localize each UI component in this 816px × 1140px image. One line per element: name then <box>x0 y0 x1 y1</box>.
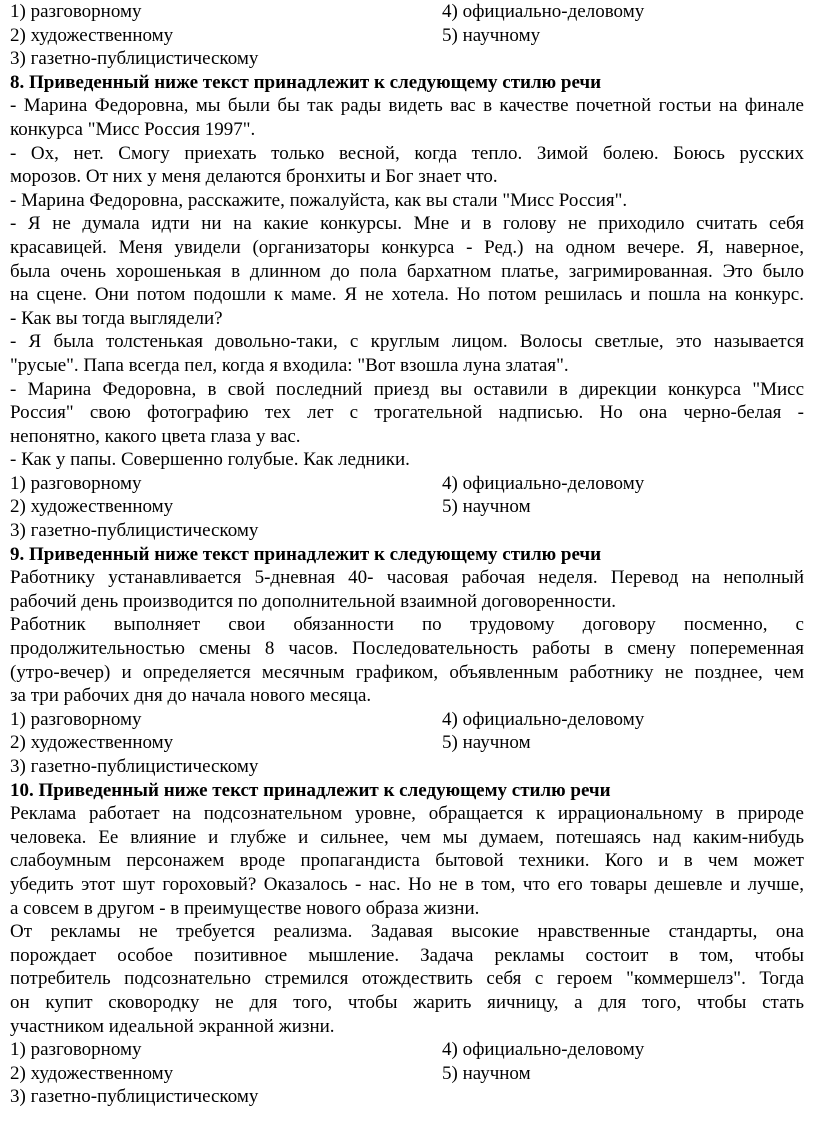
q7-option-4: 4) официально-деловому <box>442 1 645 22</box>
q9-options-row-3 <box>10 755 804 779</box>
q8-line: - Марина Федоровна, в свой последний приезд вы оставили в дирекции конкурса "Мисс <box>10 378 804 400</box>
q8-line: - Марина Федоровна, мы были бы так рады видеть вас в качестве почетной гостьи на финале <box>10 95 804 117</box>
q8-option-4: 4) официально-деловому <box>442 472 645 494</box>
q8-options-row-3 <box>10 519 804 543</box>
q9-title: 9. Приведенный ниже текст принадлежит к следующему стилю речи <box>10 543 602 565</box>
q7-option-2: 2) художественному <box>10 24 174 46</box>
q10-option-4: 4) официально-деловому <box>442 1039 645 1061</box>
q8-line: - Как у папы. Совершенно голубые. Как ледники. <box>10 449 410 471</box>
q8-line: была очень хорошенькая в длинном до пола бархатном платье, загримированная. Это было <box>10 260 804 282</box>
q7-option-3: 3) газетно-публицистическому <box>10 48 259 70</box>
q7-options-row-1 <box>10 0 804 24</box>
q10-line: От рекламы не требуется реализма. Задавая высокие нравственные стандарты, она <box>10 921 804 943</box>
q10-line: убедить этот шут гороховый? Оказалось - нас. Но не в том, что его товары дешевле и лучше, <box>10 873 804 895</box>
q8-line: морозов. От них у меня делаются бронхиты и Бог знает что. <box>10 166 498 188</box>
q8-line: - Ох, нет. Смогу приехать только весной, когда тепло. Зимой болею. Боюсь русских <box>10 142 804 164</box>
q10-line: порождает особое позитивное мышление. Задача рекламы состоит в том, чтобы <box>10 944 804 966</box>
q9-options-row-2 <box>10 731 804 755</box>
q10-line: а совсем в другом - в преимуществе нового образа жизни. <box>10 897 480 919</box>
q8-option-5: 5) научном <box>442 496 531 518</box>
q10-line: Реклама работает на подсознательном уровне, обращается к иррациональному в природе <box>10 803 804 825</box>
q8-title: 8. Приведенный ниже текст принадлежит к следующему стилю речи <box>10 71 602 93</box>
q9-option-4: 4) официально-деловому <box>442 708 645 730</box>
q8-line: Россия" свою фотографию тех лет с трогательной надписью. Но она черно-белая - <box>10 402 804 424</box>
q8-line: конкурса "Мисс Россия 1997". <box>10 118 256 140</box>
q10-title: 10. Приведенный ниже текст принадлежит к следующему стилю речи <box>10 779 611 801</box>
q8-option-1: 1) разговорному <box>10 472 142 494</box>
q8-option-3: 3) газетно-публицистическому <box>10 520 259 542</box>
q8-line: красавицей. Меня увидели (организаторы конкурса - Ред.) на одном вечере. Я, наверное, <box>10 236 804 258</box>
q7-options-row-3 <box>10 47 804 71</box>
q9-line: Работнику устанавливается 5-дневная 40- часовая рабочая неделя. Перевод на неполный <box>10 567 804 589</box>
q10-options-row-3 <box>10 1085 804 1109</box>
q9-line: за три рабочих дня до начала нового месяца. <box>10 685 372 707</box>
q9-options-row-1 <box>10 708 804 732</box>
q8-line: - Я не думала идти ни на какие конкурсы. Мне и в голову не приходило считать себя <box>10 213 804 235</box>
q8-options-row-2 <box>10 495 804 519</box>
q10-options-row-2 <box>10 1062 804 1086</box>
q8-line: непонятно, какого цвета глаза у вас. <box>10 425 301 447</box>
q9-line: Работник выполняет свои обязанности по трудовому договору посменно, с <box>10 614 804 636</box>
q7-option-1: 1) разговорному <box>10 1 142 22</box>
q8-line: - Марина Федоровна, расскажите, пожалуйста, как вы стали "Мисс Россия". <box>10 189 628 211</box>
q10-option-5: 5) научном <box>442 1062 531 1084</box>
q7-option-5: 5) научному <box>442 24 541 46</box>
q10-options-row-1 <box>10 1038 804 1062</box>
q8-line: - Как вы тогда выглядели? <box>10 307 223 329</box>
q7-options-row-2 <box>10 24 804 48</box>
q9-line: продолжительностью смены 8 часов. Последовательность работы в смену попеременная <box>10 638 804 660</box>
q10-option-3: 3) газетно-публицистическому <box>10 1086 259 1108</box>
q10-line: человека. Ее влияние и глубже и сильнее, чем мы думаем, потешаясь над каким-нибудь <box>10 826 804 848</box>
q10-line: участником идеальной экранной жизни. <box>10 1015 335 1037</box>
q9-option-5: 5) научном <box>442 732 531 754</box>
q8-line: - Я была толстенькая довольно-таки, с круглым лицом. Волосы светлые, это называется <box>10 331 804 353</box>
q10-option-1: 1) разговорному <box>10 1039 142 1061</box>
q10-option-2: 2) художественному <box>10 1062 174 1084</box>
q8-line: "русые". Папа всегда пел, когда я входила: "Вот взошла луна златая". <box>10 354 569 376</box>
q8-option-2: 2) художественному <box>10 496 174 518</box>
q10-line: он купит сковородку не для того, чтобы жарить яичницу, а для того, чтобы стать <box>10 991 804 1013</box>
q10-line: потребитель подсознательно стремился отождествить себя с героем "коммершелз". Тогда <box>10 968 804 990</box>
q9-option-2: 2) художественному <box>10 732 174 754</box>
q8-options-row-1 <box>10 472 804 496</box>
q9-line: рабочий день производится по дополнительной взаимной договоренности. <box>10 590 617 612</box>
q8-line: на сцене. Они потом подошли к маме. Я не хотела. Но потом решилась и пошла на конкурс. <box>10 284 804 306</box>
q9-line: (утро-вечер) и определяется месячным графиком, объявленным работнику не позднее, чем <box>10 661 804 683</box>
q10-line: слабоумным персонажем вроде пропагандиста бытовой техники. Кого и в чем может <box>10 850 804 872</box>
q9-option-3: 3) газетно-публицистическому <box>10 756 259 777</box>
q9-option-1: 1) разговорному <box>10 708 142 730</box>
